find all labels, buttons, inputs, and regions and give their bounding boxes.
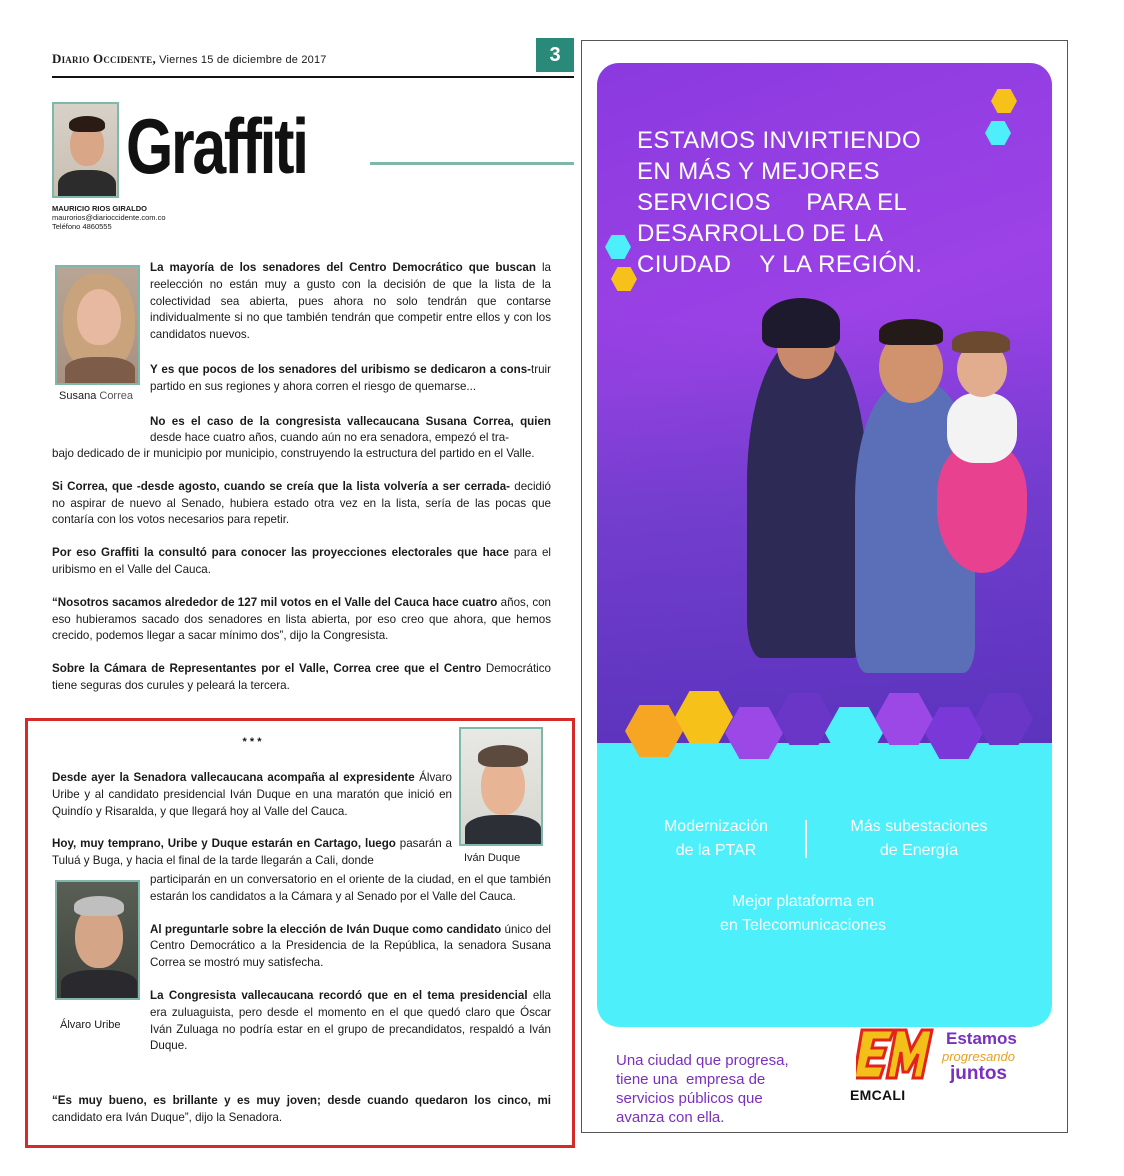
title-rule — [370, 162, 574, 165]
ivan-duque-caption: Iván Duque — [464, 852, 521, 864]
tree-icon — [875, 693, 933, 745]
section-title: Graffiti — [126, 102, 307, 190]
paragraph-7: Sobre la Cámara de Representantes por el Valle, Correa cree que el Centro Democrático tiene seguras dos curules y peleará la tercera. — [52, 662, 551, 692]
masthead — [52, 48, 574, 78]
ad-feature-energia: Más subestaciones de Energía — [850, 818, 988, 859]
alvaro-uribe-caption: Álvaro Uribe — [60, 1019, 121, 1031]
susana-correa-caption: Susana Correa — [59, 390, 133, 402]
article-block-4 — [150, 872, 551, 1055]
paragraph-6: “Nosotros sacamos alrededor de 127 mil votos en el Valle del Cauca hace cuatro años, con eso hubieramos sacado dos senadores en lista abierta, por eso creo que ahora, que hemos crecido, podemos llegar a sacar mínimo dos”, dijo la Congresista. — [52, 595, 552, 643]
ad-feature-divider — [805, 820, 807, 858]
susana-correa-photo — [55, 265, 140, 385]
lightbulb-icon — [625, 705, 683, 757]
slogan-estamos: Estamos — [946, 1029, 1017, 1048]
emcali-logo — [856, 1026, 936, 1086]
paragraph-11-start: La Congresista vallecaucana recordó que en el tema presidencial ella era zuluaguista, pero desde el momento en el que quedó claro que Óscar Iván Zuluaga no podría estar en el grupo de precandidatos, respaldó a Iván Duque. — [150, 988, 551, 1053]
paragraph-8: Desde ayer la Senadora vallecaucana acompaña al expresidente Álvaro Uribe y al candidato presidencial Iván Duque en una maratón que inició en Quindío y Risaralda, y que llegará hoy al Valle del Cauca. — [52, 771, 453, 818]
paragraph-5: Por eso Graffiti la consultó para conocer las proyecciones electorales que hace para el uribismo en el Valle del Cauca. — [52, 546, 551, 576]
ad-tagline: Una ciudad que progresa, tiene una empresa de servicios públicos que avanza con ella. — [616, 1052, 789, 1126]
ad-headline: ESTAMOS INVIRTIENDO EN MÁS Y MEJORES SERVICIOS PARA EL DESARROLLO DE LA CIUDAD Y LA REGIÓN. — [637, 127, 923, 278]
slogan-juntos: juntos — [950, 1063, 1007, 1084]
worker-icon — [775, 693, 833, 745]
worker-icon — [975, 693, 1033, 745]
paragraph-9-start: Hoy, muy temprano, Uribe y Duque estarán en Cartago, luego pasarán a Tuluá y Buga, y hacia el final de la tarde llegarán a Cali, donde — [52, 837, 452, 868]
ivan-duque-photo — [459, 727, 543, 846]
paragraph-2: Y es que pocos de los senadores del uribismo se dedicaron a cons-truir partido en sus regiones y ahora corren el riesgo de quemarse... — [150, 362, 551, 393]
paragraph-9-end: participarán en un conversatorio en el oriente de la ciudad, en el que también estarán los candidatos a la Cámara y al Senado por el Valle del Cauca. — [150, 873, 551, 903]
article-block-5 — [52, 1093, 551, 1127]
services-icon-strip — [597, 683, 1052, 793]
article-block-3 — [52, 770, 452, 870]
paragraph-1: La mayoría de los senadores del Centro Democrático que buscan la reelección no están muy a gusto con la decisión de que la lista de la colectividad sea abierta, pues ahora no solo tendrán que contarse individualmente si no que también tendrán que competir entre ellos y con los candidatos nuevos. — [150, 261, 551, 342]
article-block-2 — [52, 446, 551, 695]
columnist-name: MAURICIO RIOS GIRALDO — [52, 204, 147, 213]
paragraph-12: “Es muy bueno, es brillante y es muy joven; desde cuando quedaron los cinco, mi candidato era Iván Duque”, dijo la Senadora. — [52, 1094, 551, 1124]
ad-card — [597, 63, 1052, 1027]
paragraph-4: Si Correa, que -desde agosto, cuando se creía que la lista volvería a ser cerrada- decidió no aspirar de nuevo al Senado, hubiera estado otra vez en la lista, sería de las pocas que contaría con los votos necesarios para repetir. — [52, 479, 551, 527]
columnist-phone: Teléfono 4860555 — [52, 222, 112, 231]
page-number: 3 — [536, 38, 574, 72]
article-block-1 — [150, 260, 551, 447]
columnist-email: maurorios@diarioccidente.com.co — [52, 213, 166, 222]
tree-icon — [725, 707, 783, 759]
ad-feature-telecom: Mejor plataforma en en Telecomunicaciones — [719, 893, 887, 934]
wifi-icon — [925, 707, 983, 759]
emcali-advertisement — [581, 40, 1068, 1133]
slogan-progresando: progresando — [942, 1049, 1015, 1064]
alvaro-uribe-photo — [55, 880, 140, 1000]
columnist-photo — [52, 102, 119, 198]
ad-feature-ptar: Modernización de la PTAR — [663, 818, 769, 859]
water-pipe-icon — [825, 707, 883, 759]
section-separator: * * * — [242, 736, 262, 748]
columnist-byline — [52, 204, 166, 231]
paragraph-10: Al preguntarle sobre la elección de Iván Duque como candidato único del Centro Democrático a la Presidencia de la República, la senadora Susana Correa se mostró muy satisfecha. — [150, 922, 551, 970]
masthead-date: Viernes 15 de diciembre de 2017 — [155, 54, 327, 66]
building-icon — [675, 691, 733, 743]
masthead-paper-name: Diario Occidente, Viernes 15 de diciembre de 2017 — [52, 51, 327, 66]
paragraph-3-end: bajo dedicado de ir municipio por municipio, construyendo la estructura del partido en el Valle. — [52, 447, 535, 460]
paragraph-3-start: No es el caso de la congresista vallecaucana Susana Correa, quien desde hace cuatro años, cuando aún no era senadora, empezó el tra- — [150, 414, 551, 445]
emcali-brand-name: EMCALI — [850, 1087, 906, 1103]
